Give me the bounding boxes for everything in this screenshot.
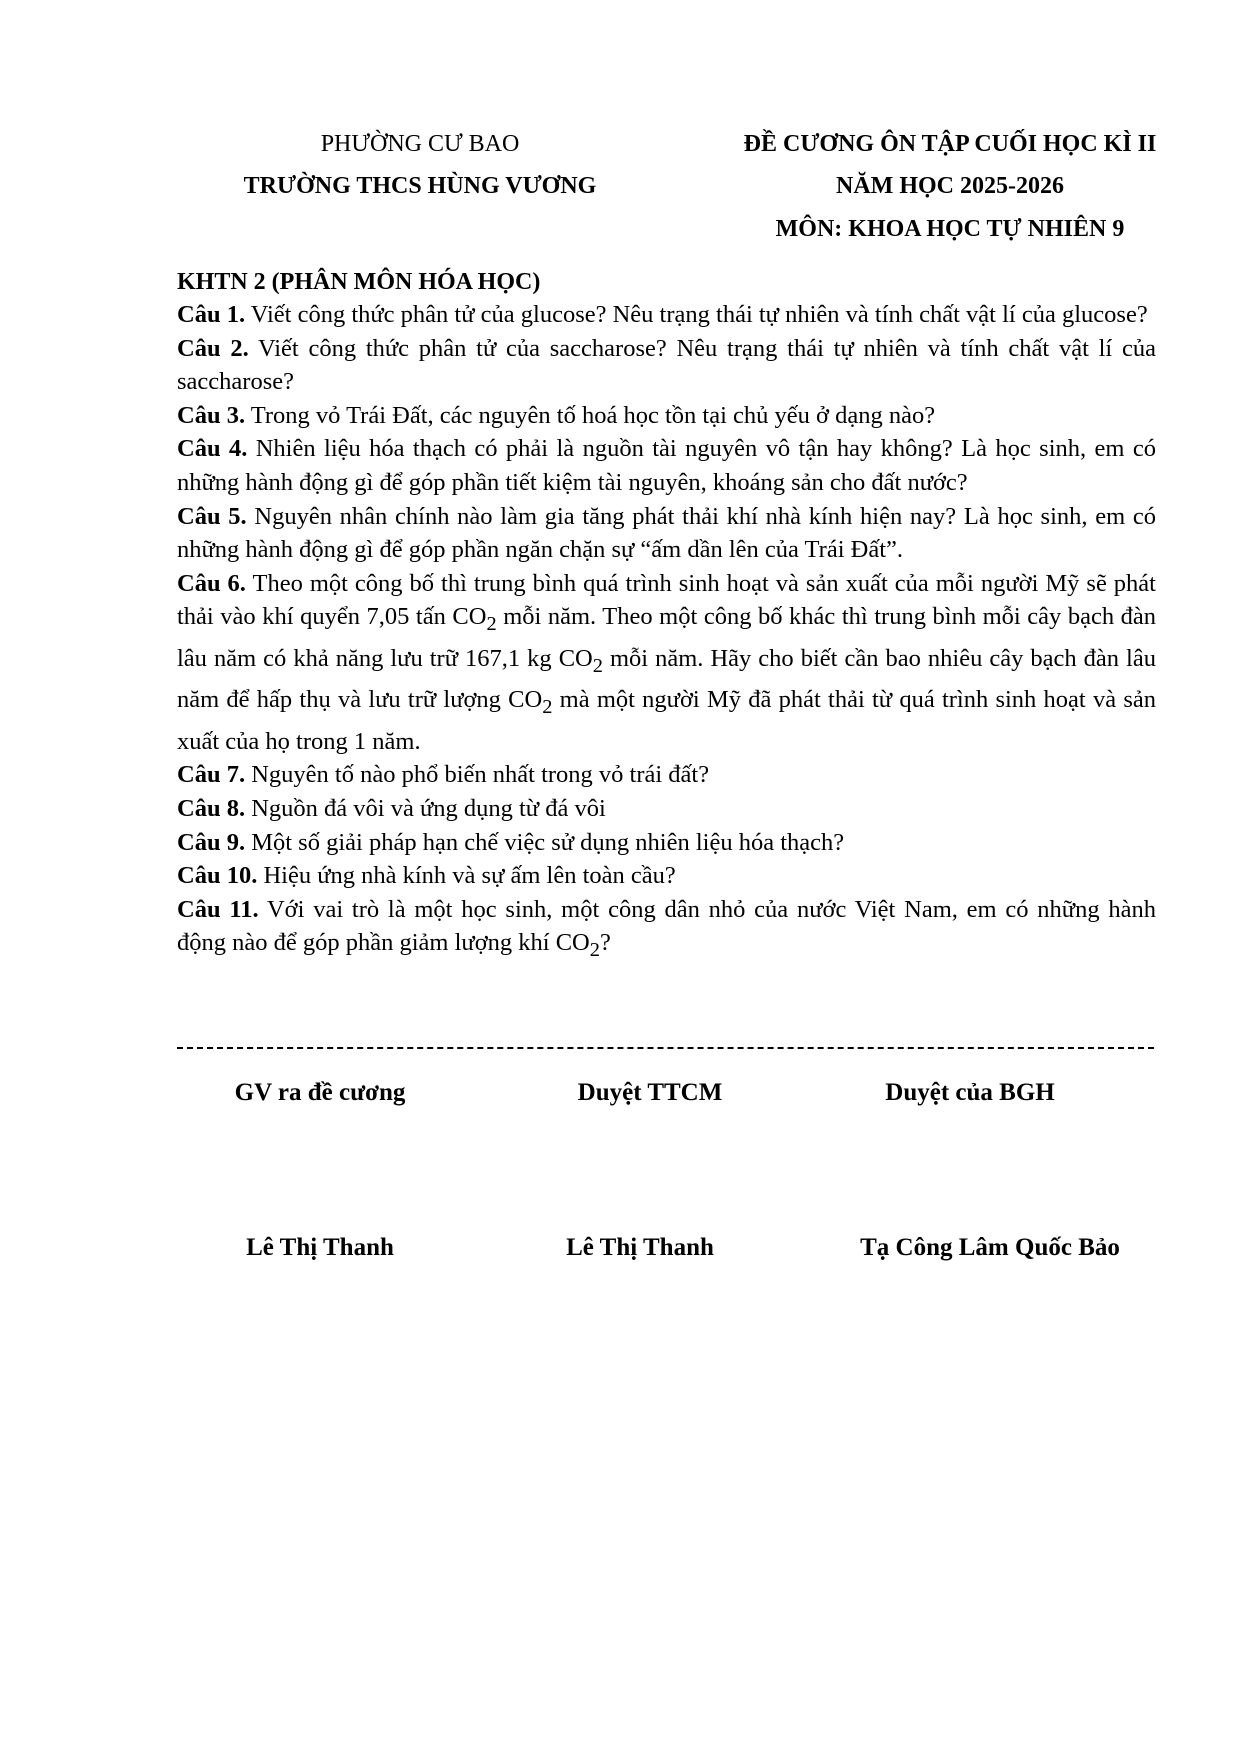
question-text: Viết công thức phân tử của glucose? Nêu trạng thái tự nhiên và tính chất vật lí của glucose?: [245, 301, 1148, 328]
question-text: Theo một công bố thì trung bình quá trình sinh hoạt và sản xuất của mỗi người Mỹ sẽ phát thải vào khí quyển 7,05 tấn CO: [177, 569, 1156, 631]
question-text: Nguồn đá vôi và ứng dụng từ đá vôi: [245, 794, 606, 822]
question-text: Trong vỏ Trái Đất, các nguyên tố hoá học tồn tại chủ yếu ở dạng nào?: [245, 401, 936, 429]
question-1: [177, 298, 1156, 332]
signature-title-board: Duyệt của BGH: [885, 1079, 1055, 1106]
subscript: 2: [592, 654, 603, 677]
school-year: NĂM HỌC 2025-2026: [836, 173, 1064, 199]
school-name: TRƯỜNG THCS HÙNG VƯƠNG: [243, 173, 597, 199]
ward-name: PHƯỜNG CƯ BAO: [320, 131, 520, 157]
question-label: Câu 10.: [177, 862, 258, 890]
question-text: Với vai trò là một học sinh, một công dân nhỏ của nước Việt Nam, em có những hành động nào để góp phần giảm lượng khí CO: [177, 895, 1156, 957]
question-label: Câu 2.: [177, 334, 249, 362]
question-text: ?: [599, 929, 611, 957]
section-title: KHTN 2 (PHÂN MÔN HÓA HỌC): [177, 269, 541, 295]
question-label: Câu 4.: [177, 435, 248, 463]
question-label: Câu 3.: [177, 401, 246, 429]
signature-name-board: Tạ Công Lâm Quốc Bảo: [860, 1234, 1120, 1261]
question-text: mà một người Mỹ đã phát thải từ quá trình sinh hoạt và sản xuất của họ trong 1 năm.: [177, 686, 1156, 755]
question-label: Câu 8.: [177, 794, 246, 822]
question-text: Hiệu ứng nhà kính và sự ấm lên toàn cầu?: [257, 862, 676, 890]
question-label: Câu 1.: [177, 301, 246, 328]
question-text: Một số giải pháp hạn chế việc sử dụng nhiên liệu hóa thạch?: [245, 828, 845, 856]
subscript: 2: [589, 939, 600, 962]
question-text: Nhiên liệu hóa thạch có phải là nguồn tài nguyên vô tận hay không? Là học sinh, em có những hành động gì để góp phần tiết kiệm tài nguyên, khoáng sản cho đất nước?: [177, 435, 1156, 496]
question-text: Viết công thức phân tử của saccharose? Nêu trạng thái tự nhiên và tính chất vật lí của saccharose?: [177, 334, 1156, 396]
dashed-divider: [177, 1047, 1154, 1049]
question-label: Câu 11.: [177, 895, 259, 923]
question-11: [177, 893, 1156, 968]
signature-title-teacher: GV ra đề cương: [234, 1079, 406, 1106]
question-8: [177, 792, 1156, 826]
question-4: [177, 432, 1156, 499]
question-label: Câu 5.: [177, 502, 247, 530]
question-6: [177, 567, 1156, 759]
question-text: Nguyên nhân chính nào làm gia tăng phát thải khí nhà kính hiện nay? Là học sinh, em có những hành động gì để góp phần ngăn chặn sự “ấm dần lên của Trái Đất”.: [177, 502, 1156, 564]
question-label: Câu 7.: [177, 761, 246, 789]
question-list: [177, 298, 1156, 968]
subscript: 2: [486, 613, 497, 636]
subscript: 2: [542, 696, 553, 719]
question-label: Câu 9.: [177, 828, 246, 856]
question-label: Câu 6.: [177, 569, 246, 597]
question-9: [177, 826, 1156, 860]
document-title: ĐỀ CƯƠNG ÔN TẬP CUỐI HỌC KÌ II: [743, 131, 1157, 157]
question-text: Nguyên tố nào phổ biến nhất trong vỏ trái đất?: [245, 761, 710, 789]
question-3: [177, 399, 1156, 433]
question-5: [177, 500, 1156, 567]
question-text: mỗi năm. Theo một công bố khác thì trung bình mỗi cây bạch đàn lâu năm có khả năng lưu trữ 167,1 kg CO: [177, 603, 1156, 672]
subject-name: MÔN: KHOA HỌC TỰ NHIÊN 9: [775, 216, 1125, 242]
question-2: [177, 332, 1156, 399]
question-7: [177, 758, 1156, 792]
signature-name-department: Lê Thị Thanh: [566, 1234, 714, 1261]
signature-name-teacher: Lê Thị Thanh: [246, 1234, 394, 1261]
question-text: mỗi năm. Hãy cho biết cần bao nhiêu cây bạch đàn lâu năm để hấp thụ và lưu trữ lượng CO: [177, 644, 1156, 714]
signature-title-department: Duyệt TTCM: [577, 1079, 723, 1106]
question-10: [177, 859, 1156, 893]
